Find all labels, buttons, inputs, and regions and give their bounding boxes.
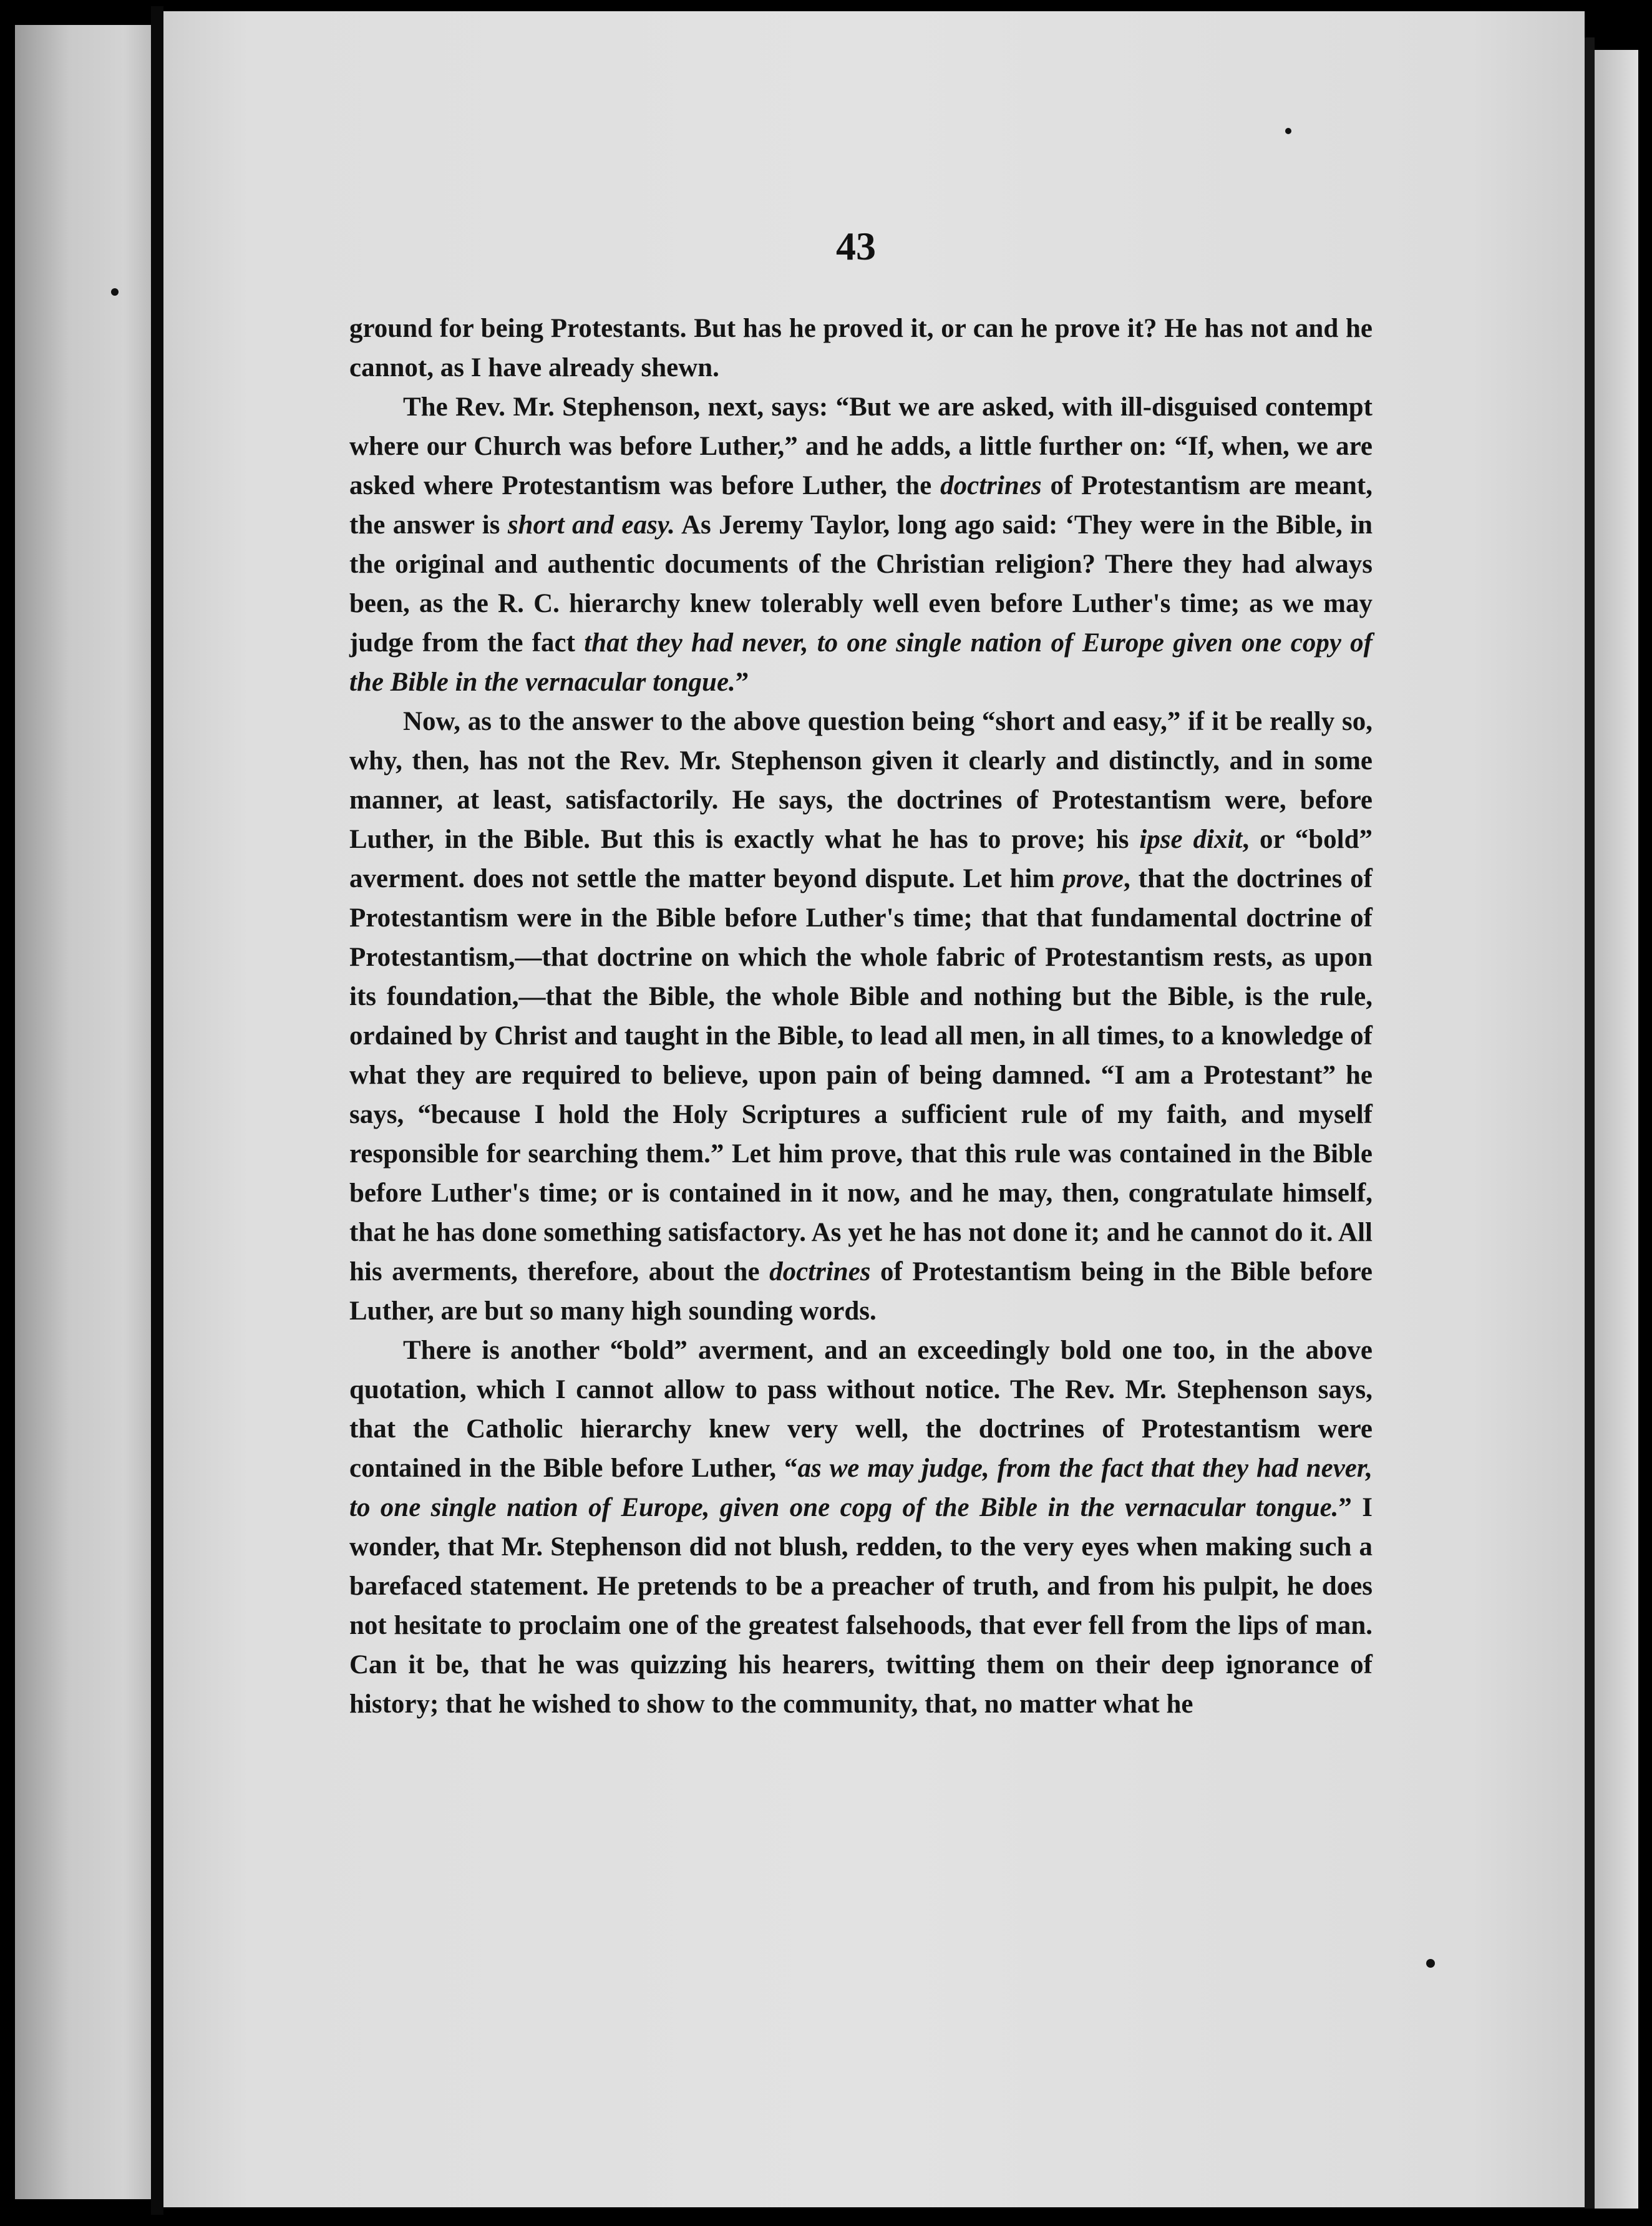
paragraph [349,1331,1373,1724]
text-run: , or “bold” averment. does not settle the matter beyond dispute. Let him [349,825,1373,893]
binding-gutter [151,6,163,2215]
text-run: ” I wonder, that Mr. Stephenson did not blush, redden, to the very eyes when making such a barefaced statement. He pretends to be a preacher of truth, and from his pulpit, he does not hesitate to proclaim one of the greatest falsehoods, that ever fell from the lips of man. Can it be, that he was quizzing his hearers, twitting them on their deep ignorance of history; that he wished to show to the community, that, no matter what he [349,1493,1373,1719]
text-run: The Rev. Mr. Stephenson, next, says: “But we are asked, with ill-disguised contempt where our Church was before Luther,” and he adds, a little further on: “If, when, we are asked where Protestantism was before Luther, the [349,392,1373,500]
italic-run: doctrines [940,471,1042,500]
text-run: of Protestantism being in the Bible before Luther, are but so many high sounding words. [349,1257,1373,1326]
facing-page-edge [15,25,151,2199]
paragraph [349,387,1373,702]
text-run: There is another “bold” averment, and an exceedingly bold one too, in the above quotation, which I cannot allow to pass without notice. The Rev. Mr. Stephenson says, that the Catholic hierarchy knew very well, the doctrines of Protestantism were contained in the Bible before Luther, “ [349,1336,1373,1483]
text-run: ground for being Protestants. But has he proved it, or can he prove it? He has not and he cannot, as I have already shewn. [349,314,1373,382]
paragraph [349,309,1373,387]
text-run: ” [735,668,749,697]
italic-run: that they had never, to one single nation of Europe given one copy of the Bible in the vernacular tongue. [349,628,1373,697]
text-run: As Jeremy Taylor, long ago said: ‘They were in the Bible, in the original and authentic documents of the Christian religion? There they had always been, as the R. C. hierarchy knew tolerably well even before Luther's time; as we may judge from the fact [349,510,1373,658]
next-page-edge [1595,50,1638,2209]
body-text [349,309,1373,1724]
text-run: of Protestantism are meant, the answer is [349,471,1373,540]
text-run: , that the doctrines of Protestantism were in the Bible before Luther's time; that that fundamental doctrine of Protestantism,—that doctrine on which the whole fabric of Protestantism rests, as upon its foundation,—that the Bible, the whole Bible and nothing but the Bible, is the rule, ordained by Christ and taught in the Bible, to lead all men, in all times, to a knowledge of what they are required to believe, upon pain of being damned. “I am a Protestant” he says, “because I hold the Holy Scriptures a sufficient rule of my faith, and myself responsible for searching them.” Let him prove, that this rule was contained in the Bible before Luther's time; or is contained in it now, and he may, then, congratulate himself, that he has done something satisfactory. As yet he has not done it; and he cannot do it. All his averments, therefore, about the [349,864,1373,1286]
italic-run: ipse dixit [1139,825,1243,854]
italic-run: short and easy. [507,510,675,540]
text-run: Now, as to the answer to the above question being “short and easy,” if it be really so, why, then, has not the Rev. Mr. Stephenson given it clearly and distinctly, and in some manner, at least, satisfactorily. He says, the doctrines of Protestantism were, before Luther, in the Bible. But this is exactly what he has to prove; his [349,707,1373,854]
ink-speck [1426,1959,1435,1968]
ink-speck [111,288,119,296]
ink-speck [1285,128,1291,134]
italic-run: prove [1062,864,1124,893]
italic-run: as we may judge, from the fact that they had never, to one single nation of Europe, given one copg of the Bible in the vernacular tongue. [349,1454,1373,1522]
page-number: 43 [836,224,876,268]
paragraph [349,702,1373,1331]
italic-run: doctrines [769,1257,871,1286]
page-edge-shadow [1585,37,1595,2209]
